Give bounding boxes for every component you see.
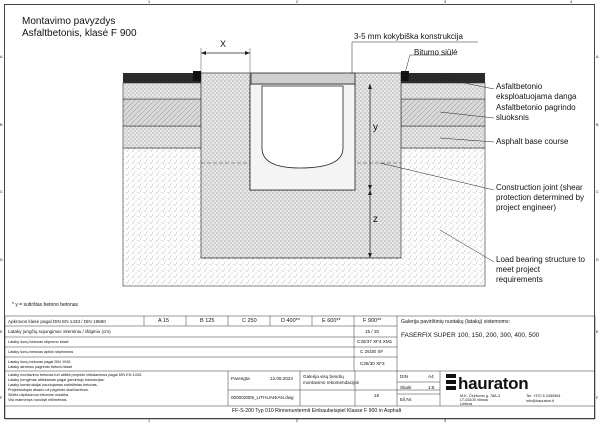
page-number: 18: [374, 393, 380, 398]
margin-letter-d-right: D: [596, 258, 599, 262]
base-course-right: [401, 126, 485, 148]
binder-layer-left: [123, 99, 201, 126]
note-6: Visi matmenys nurodyti milimetrais.: [8, 398, 68, 402]
margin-letter-f-right: F: [596, 396, 599, 400]
table-row5-value: C25/30 XF3: [360, 361, 385, 366]
annotation-construction-2: protection determined by: [496, 193, 585, 202]
margin-number-1: 1: [148, 0, 151, 4]
load-class-d400: D 400**: [281, 318, 300, 324]
table-row2-label: Lataky jungčių sujungimai: skersiniu / išilginiu (cm): [8, 329, 111, 334]
table-row5-sub: Lataky atramos pagrindo betono klasė: [8, 365, 73, 369]
date-label: Parengta: [231, 376, 250, 381]
margin-letter-e-right: E: [596, 330, 599, 334]
drawing-title-line1: Montavimo pavyzdys: [22, 16, 116, 27]
note-4: Projektuotojas atsako už pagrindo skaičiavimus.: [8, 388, 89, 392]
dimension-y-label: y: [373, 122, 378, 133]
scale-label: Skalė: [400, 385, 412, 390]
wearing-course-right: [401, 73, 485, 83]
load-class-e600: E 600**: [322, 318, 341, 324]
wearing-course-left: [123, 73, 201, 83]
margin-letter-c-right: C: [596, 190, 599, 194]
grate: [251, 73, 355, 84]
annotation-asphalt-binder-1: Asfaltbetonio pagrindo: [496, 103, 576, 112]
dimension-x-label: X: [220, 39, 227, 49]
margin-number-3-bottom: 3: [444, 419, 447, 423]
hauraton-logo-icon: [446, 374, 456, 390]
annotation-asphalt-binder-2: sluoksnis: [496, 113, 529, 122]
annotation-construction-3: project engineer): [496, 203, 557, 212]
base-course-left: [123, 126, 201, 148]
din-label: DIN: [400, 374, 408, 379]
table-row4-value: C 25/30 XF: [360, 349, 384, 354]
annotation-construction-1: Construction joint (shear: [496, 183, 583, 192]
margin-letter-f: F: [0, 396, 3, 400]
load-class-b125: B 125: [200, 318, 215, 324]
table-row2-sub: Lataky šonų betonas stiprumo klasė: [8, 340, 69, 344]
load-class-a15: A 15: [158, 318, 170, 324]
file-name: 000002805_LITHUANIAN.dwg: [231, 395, 294, 400]
annotation-asphalt-wear-2: eksploatuojama danga: [496, 92, 577, 101]
brand-email[interactable]: info@hauraton.lt: [526, 399, 554, 403]
brand-address-2: LT-03105 Vilnius: [460, 398, 488, 402]
brand-address-1: M.K. Čiurlionio g. 78A-3: [460, 394, 501, 398]
margin-number-2: 2: [296, 0, 299, 4]
margin-number-3: 3: [444, 0, 447, 4]
table-row4-sub: Lataky šonų betonas pagal DIN 1045: [8, 360, 71, 364]
galerija-products: FASERFIX SUPER 100, 150, 200, 300, 400, 500: [401, 332, 540, 339]
table-row1-label: Apkrovos klasė pagal DIN EN 1433 / DIN 19580: [8, 319, 106, 324]
hauraton-logo-text: hauraton: [458, 374, 529, 393]
annotation-bitumen: Bitumo siūlė: [414, 48, 458, 57]
note-2: Lataky įrengimas atliekamas pagal gamintojo instrukcijas.: [8, 378, 105, 382]
table-row3-value: C30/37 XF4 XM1: [357, 339, 393, 344]
note-3: Lataky konstrukcijai naudojamas sutirštintas betonas.: [8, 383, 98, 387]
margin-letter-b-right: B: [596, 123, 599, 127]
brand-address-3: Lietuva: [460, 402, 473, 406]
table-row2-value: 15 / 20: [365, 329, 380, 334]
annotation-load-1: Load bearing structure to: [496, 255, 585, 264]
date-value: 12.08.2024: [270, 376, 293, 381]
margin-letter-b: B: [0, 123, 3, 127]
load-class-c250: C 250: [242, 318, 257, 324]
format-label: Eil.Nr.: [400, 397, 413, 402]
margin-number-2-bottom: 2: [296, 419, 299, 423]
brand-phone: Tel. +370 5 2450954: [526, 394, 561, 398]
annotation-asphalt-wear-1: Asfaltbetonio: [496, 82, 543, 91]
annotation-joint: 3-5 mm kokybiška konstrukcija: [354, 32, 463, 41]
channel-invert: [262, 86, 343, 168]
dimension-z-label: z: [373, 214, 378, 225]
margin-letter-e: E: [0, 330, 3, 334]
margin-number-4: 4: [570, 0, 573, 4]
table-row3-sub: Lataky šonų betonas aplink stiprinimas: [8, 350, 74, 354]
margin-letter-c: C: [0, 190, 3, 194]
annotation-load-2: meet project: [496, 265, 541, 274]
margin-number-1-bottom: 1: [148, 419, 151, 423]
note-5: Siūlės užpildomos bitumine mastika.: [8, 393, 70, 397]
note-1: Lataky montavimo betonas turi atitikti projekto reikalavimus pagal DIN EN 1433.: [8, 373, 143, 377]
description-line1: Galerija visų bendrų: [303, 374, 344, 379]
load-class-f900: F 900**: [363, 318, 382, 324]
din-value: A4: [428, 374, 434, 379]
annotation-load-3: requirements: [496, 275, 543, 284]
margin-letter-a-right: A: [596, 55, 599, 59]
scale-value: 1:5: [428, 385, 435, 390]
description-line2: montavimo rekomendacijos: [303, 380, 359, 385]
footer-text: FF-S-200 Typ 010 Rinnenuntermit Einbaubeispiel Klasse F 900 in Asphalt: [232, 408, 402, 414]
annotation-base-course: Asphalt base course: [496, 137, 569, 146]
margin-letter-a: A: [0, 55, 3, 59]
footnote: * y = sutirštas betono betonas: [12, 302, 79, 308]
margin-letter-d: D: [0, 258, 3, 262]
galerija-title: Galerija pavirštinių nuotakų (latakų) sistemoms:: [401, 319, 510, 325]
drawing-title-line2: Asfaltbetonis, klasė F 900: [22, 28, 137, 39]
